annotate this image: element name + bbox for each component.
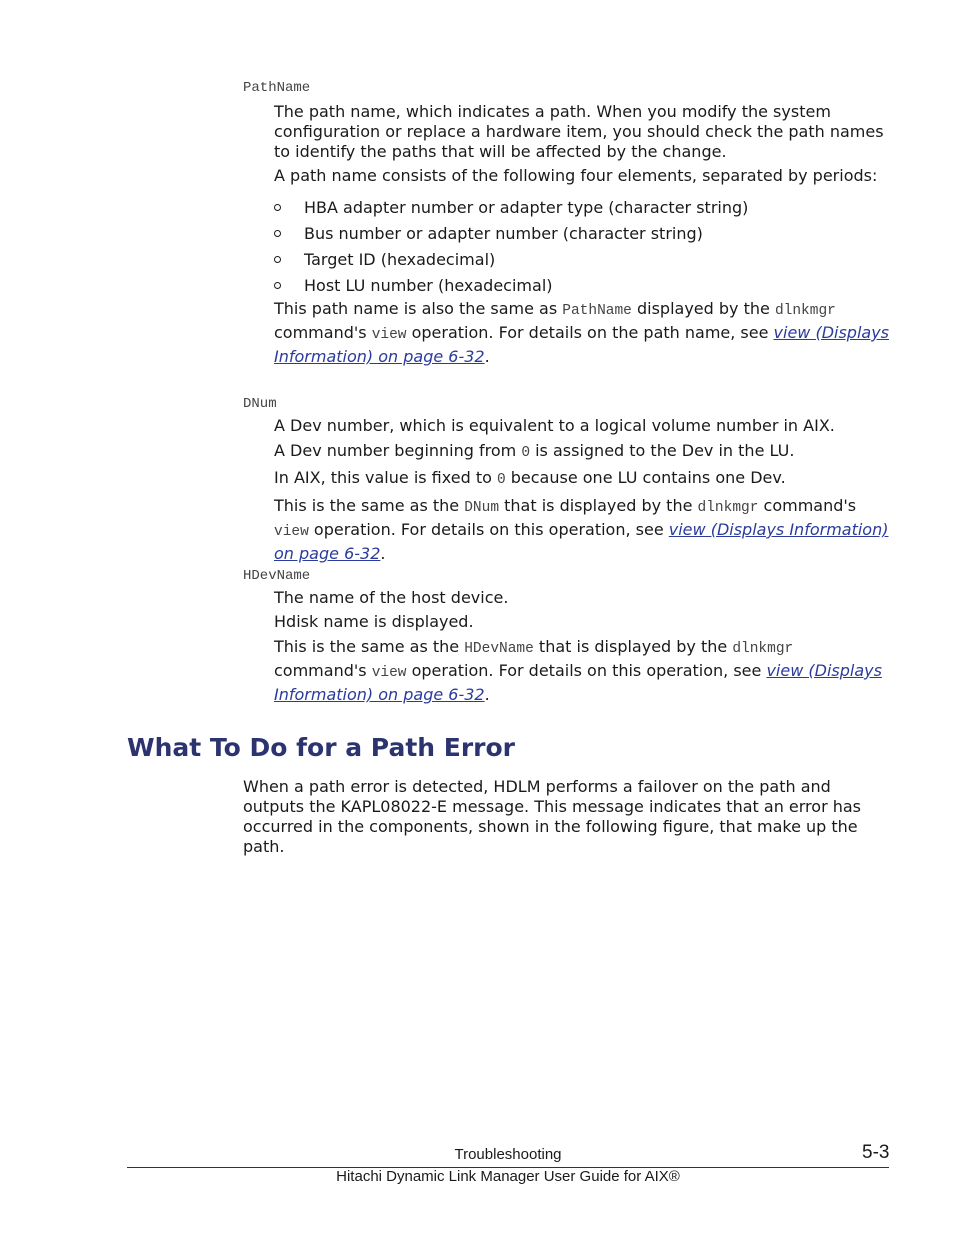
pathname-description (274, 102, 889, 367)
list-item: Host LU number (hexadecimal) (274, 276, 889, 298)
view-command-link[interactable]: view (Displays Information) on page 6-32 (274, 520, 889, 563)
pathname-para-2: A path name consists of the following four elements, separated by periods: (274, 166, 878, 185)
term-hdevname: HDevName (243, 568, 311, 584)
dnum-para-4: This is the same as the DNum that is displayed by the dlnkmgr command's view operation. For details on this operation, see view (Displays Information) on page 6-32. (274, 496, 889, 563)
page-number: 5-3 (862, 1142, 890, 1163)
section-body: When a path error is detected, HDLM performs a failover on the path and outputs the KAPL08022-E message. This message indicates that an error has occurred in the components, shown in the following figure, that make up the path. (243, 777, 862, 856)
pathname-para-1: The path name, which indicates a path. When you modify the system configuration or replace a hardware item, you should check the path names to identify the paths that will be affected by the change. (274, 102, 884, 161)
hdevname-para-2: Hdisk name is displayed. (274, 612, 474, 631)
term-pathname: PathName (243, 80, 311, 96)
hdevname-para-1: The name of the host device. (274, 588, 509, 607)
hdevname-para-3: This is the same as the HDevName that is displayed by the dlnkmgr command's view operation. For details on this operation, see view (Displays Information) on page 6-32. (274, 637, 882, 704)
view-command-link[interactable]: view (Displays Information) on page 6-32 (274, 661, 882, 704)
dnum-para-3: In AIX, this value is fixed to 0 because one LU contains one Dev. (274, 468, 786, 488)
view-command-link[interactable]: view (Displays Information) on page 6-32 (274, 323, 890, 366)
circle-bullet-icon (274, 230, 281, 237)
term-dnum: DNum (243, 396, 277, 412)
hdevname-description (274, 588, 889, 705)
dnum-description (274, 416, 889, 564)
dnum-para-2: A Dev number beginning from 0 is assigned to the Dev in the LU. (274, 441, 795, 461)
dnum-para-1: A Dev number, which is equivalent to a logical volume number in AIX. (274, 416, 835, 435)
circle-bullet-icon (274, 204, 281, 211)
list-item: HBA adapter number or adapter type (character string) (274, 198, 889, 224)
circle-bullet-icon (274, 256, 281, 263)
circle-bullet-icon (274, 282, 281, 289)
pathname-para-3: This path name is also the same as PathName displayed by the dlnkmgr command's view operation. For details on the path name, see view (Displays Information) on page 6-32. (274, 299, 890, 366)
footer-book-title: Hitachi Dynamic Link Manager User Guide for AIX® (336, 1168, 680, 1185)
section-heading: What To Do for a Path Error (127, 733, 516, 762)
list-item: Bus number or adapter number (character string) (274, 224, 889, 250)
footer-chapter: Troubleshooting (454, 1146, 562, 1163)
pathname-element-list (274, 198, 889, 298)
list-item: Target ID (hexadecimal) (274, 250, 889, 276)
